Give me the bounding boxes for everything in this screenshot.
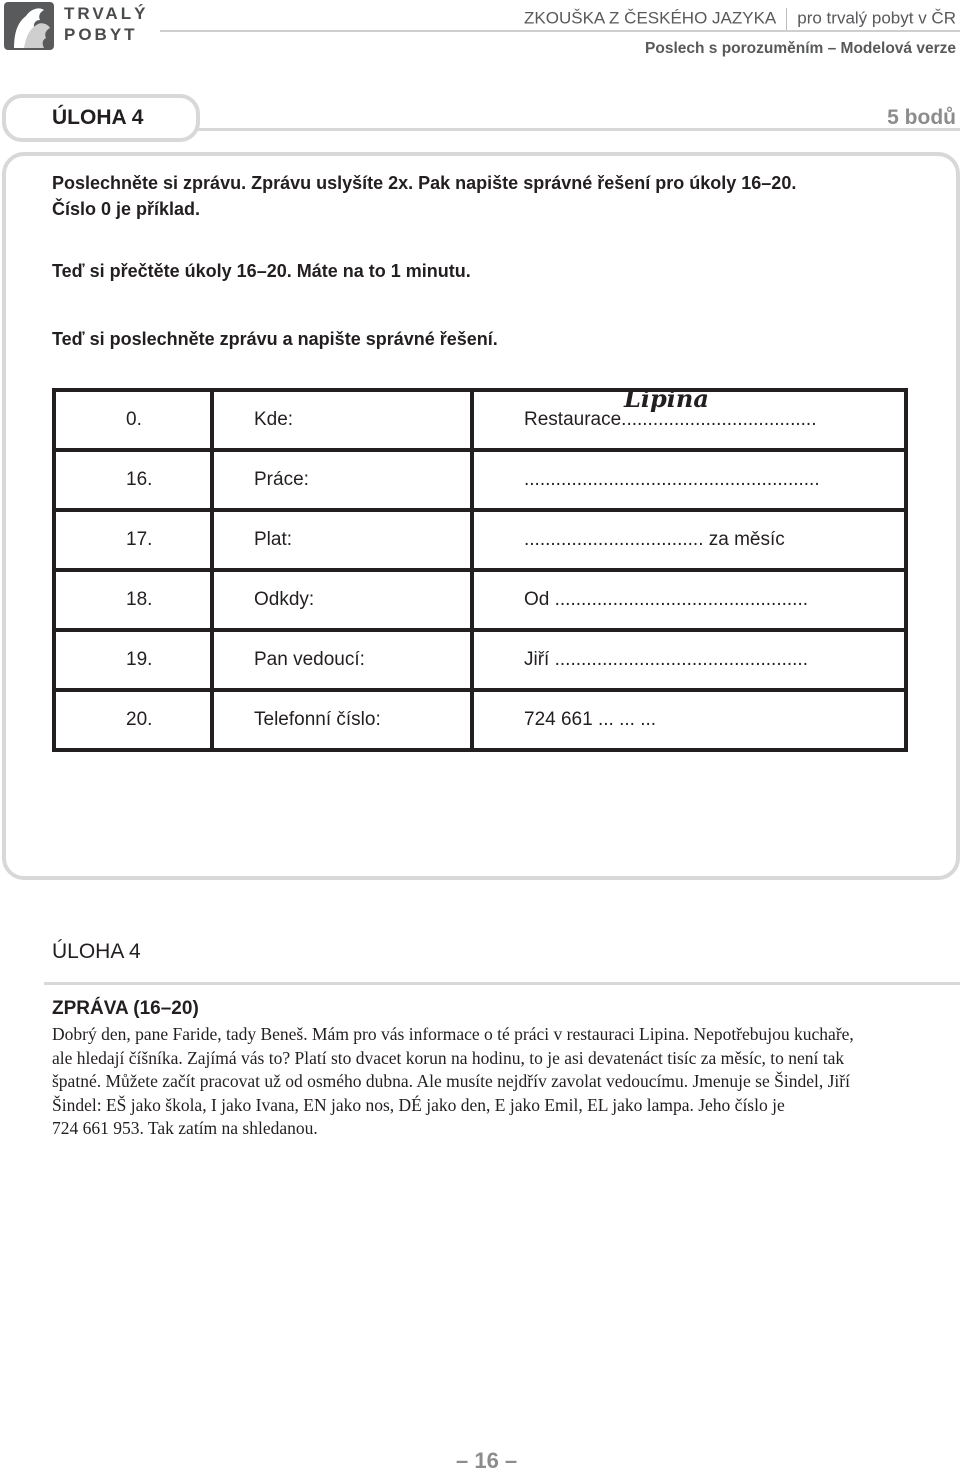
answer-cell[interactable] [472, 690, 906, 750]
handwritten-answer: Lipina [624, 384, 709, 413]
item-number: 16. [54, 450, 212, 510]
transcript-line: ale hledají číšníka. Zajímá vás to? Platí sto dvacet korun na hodinu, to je asi devatenáct tisíc za měsíc, to není tak [52, 1047, 845, 1068]
table-row [54, 450, 906, 510]
answer-text: 724 661 ... ... ... [524, 709, 657, 730]
transcript-line: špatné. Můžete začít pracovat už od osmého dubna. Ale musíte nejdřív zavolat vedoucímu. Jmenuje se Šindel, Jiří [52, 1071, 850, 1091]
task-label-tab [2, 94, 200, 142]
item-number: 18. [54, 570, 212, 630]
logo-icon [4, 2, 54, 50]
logo-text [64, 3, 148, 45]
instruction-3: Teď si přečtěte úkoly 16–20. Máte na to 1 minutu. [52, 261, 471, 281]
transcript-rule [44, 982, 960, 985]
instruction-4: Teď si poslechněte zprávu a napište správné řešení. [52, 329, 498, 349]
exam-purpose: pro trvalý pobyt v ČR [797, 8, 956, 28]
header-title [524, 8, 956, 30]
transcript-line: Dobrý den, pane Faride, tady Beneš. Mám pro vás informace o té práci v restauraci Lipina. Nepotřebujou kuchaře, [52, 1024, 854, 1044]
item-number: 17. [54, 510, 212, 570]
item-number: 20. [54, 690, 212, 750]
answer-text: .................................. za měsíc [524, 529, 785, 550]
item-field: Plat: [212, 510, 472, 570]
table-row [54, 630, 906, 690]
instruction-1: Poslechněte si zprávu. Zprávu uslyšíte 2x. Pak napište správné řešení pro úkoly 16–20. [52, 173, 797, 193]
item-field: Práce: [212, 450, 472, 510]
table-row [54, 690, 906, 750]
table-row [54, 570, 906, 630]
task-rule [190, 128, 960, 131]
answer-text: Restaurace..................................... [524, 409, 817, 430]
header-rule [160, 30, 960, 32]
answer-cell[interactable] [472, 630, 906, 690]
answer-cell[interactable] [472, 510, 906, 570]
table-row [54, 510, 906, 570]
logo-line-2: POBYT [64, 25, 138, 44]
transcript-line: 724 661 953. Tak zatím na shledanou. [52, 1118, 318, 1138]
answer-cell[interactable] [472, 450, 906, 510]
item-number: 19. [54, 630, 212, 690]
exam-title: ZKOUŠKA Z ČESKÉHO JAZYKA [524, 8, 777, 28]
item-field: Kde: [212, 390, 472, 450]
answer-table [52, 384, 908, 752]
answer-text: ........................................................ [524, 469, 820, 490]
header-separator [786, 8, 787, 30]
item-number: 0. [54, 390, 212, 450]
instruction-2: Číslo 0 je příklad. [52, 199, 201, 219]
table-row [54, 390, 906, 450]
logo-line-1: TRVALÝ [64, 4, 149, 23]
task-points: 5 bodů [887, 106, 956, 129]
item-field: Telefonní číslo: [212, 690, 472, 750]
item-field: Odkdy: [212, 570, 472, 630]
section-subtitle: Poslech s porozuměním – Modelová verze [645, 40, 956, 57]
transcript-heading: ÚLOHA 4 [52, 940, 141, 963]
transcript-line: Šindel: EŠ jako škola, I jako Ivana, EN jako nos, DÉ jako den, E jako Emil, EL jako lampa. Jeho číslo je [52, 1094, 785, 1115]
transcript-subheading: ZPRÁVA (16–20) [52, 998, 199, 1019]
answer-cell[interactable] [472, 570, 906, 630]
answer-text: Od ................................................ [524, 589, 809, 610]
answer-cell[interactable] [472, 384, 906, 450]
page-number: – 16 – [456, 1448, 518, 1473]
task-label: ÚLOHA 4 [52, 106, 144, 129]
answer-text: Jiří ................................................ [524, 649, 808, 670]
item-field: Pan vedoucí: [212, 630, 472, 690]
transcript-text [52, 1023, 958, 1141]
